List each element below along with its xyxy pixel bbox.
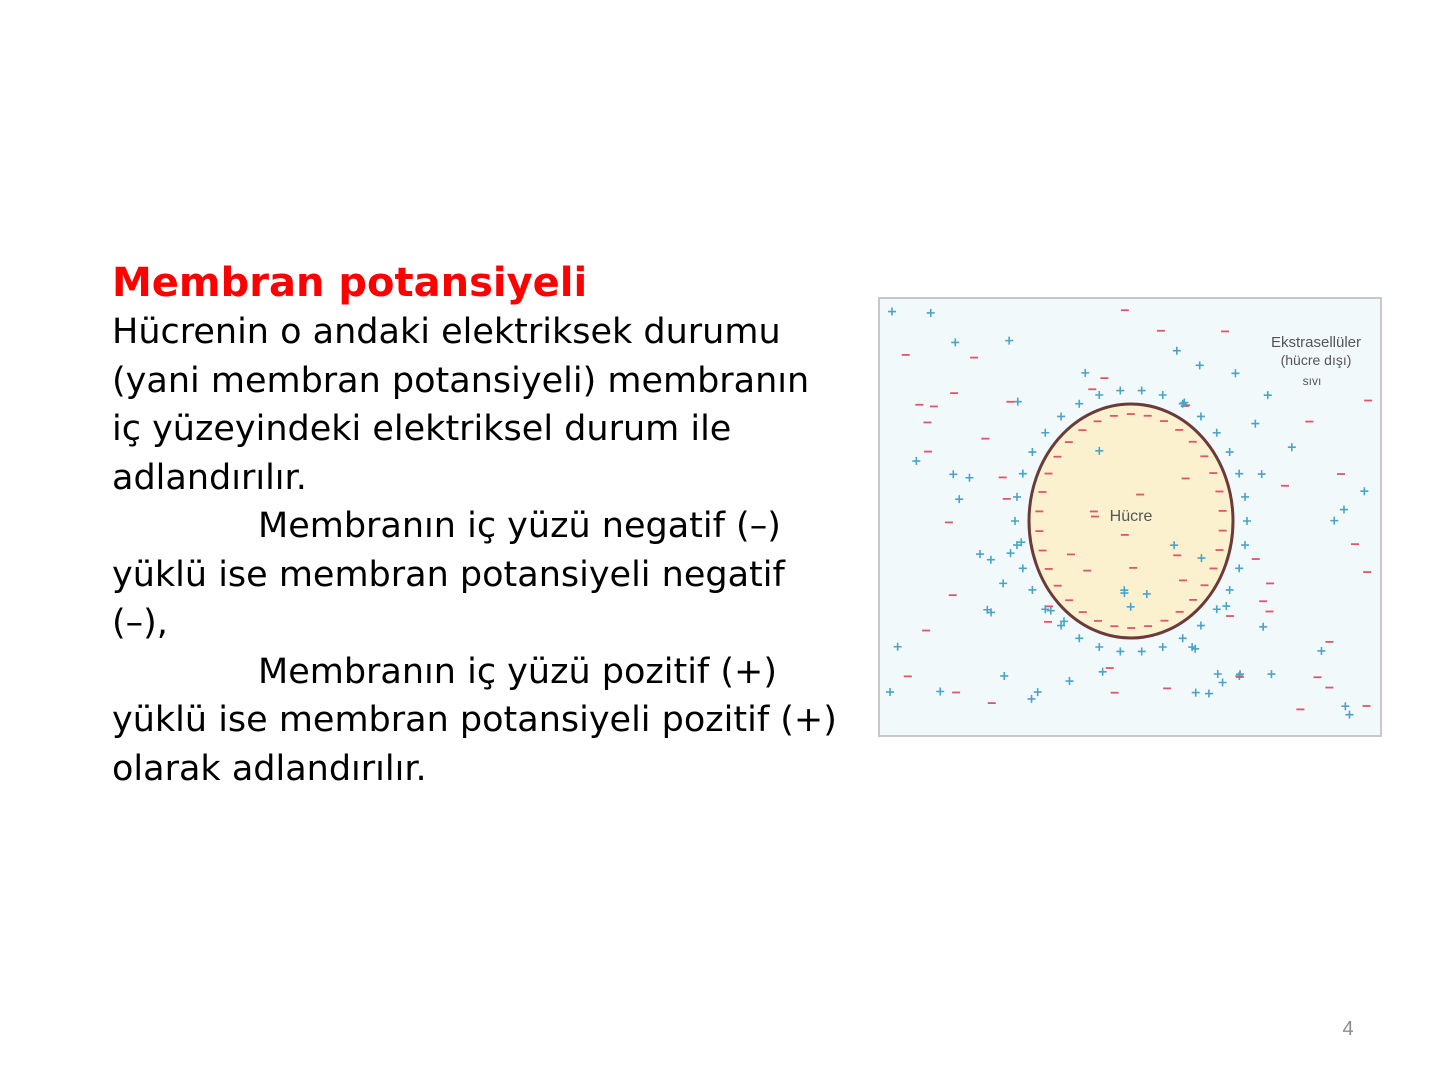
extracellular-label-line-1: Ekstrasellüler: [1270, 334, 1362, 351]
figure-svg: [880, 299, 1380, 735]
cell-label: Hücre: [1109, 508, 1153, 525]
extracellular-label-line-3: sıvı: [1302, 374, 1322, 388]
paragraph-negative-text: Membranın iç yüzü negatif (–) yüklü ise membran potansiyeli negatif (–),: [112, 506, 785, 643]
extracellular-label-line-2: (hücre dışı): [1280, 352, 1352, 368]
text-block: [112, 258, 842, 793]
paragraph-negative: [112, 502, 842, 648]
paragraph-positive: [112, 648, 842, 794]
paragraph-definition: Hücrenin o andaki elektriksek durumu (yani membran potansiyeli) membranın iç yüzeyindeki elektriksel durum ile adlandırılır.: [112, 312, 810, 498]
slide-title: Membran potansiyeli: [112, 260, 588, 306]
paragraph-positive-text: Membranın iç yüzü pozitif (+) yüklü ise membran potansiyeli pozitif (+) olarak adlandırılır.: [112, 651, 837, 789]
page-number: 4: [1342, 1018, 1354, 1040]
membrane-potential-figure: [878, 297, 1382, 737]
